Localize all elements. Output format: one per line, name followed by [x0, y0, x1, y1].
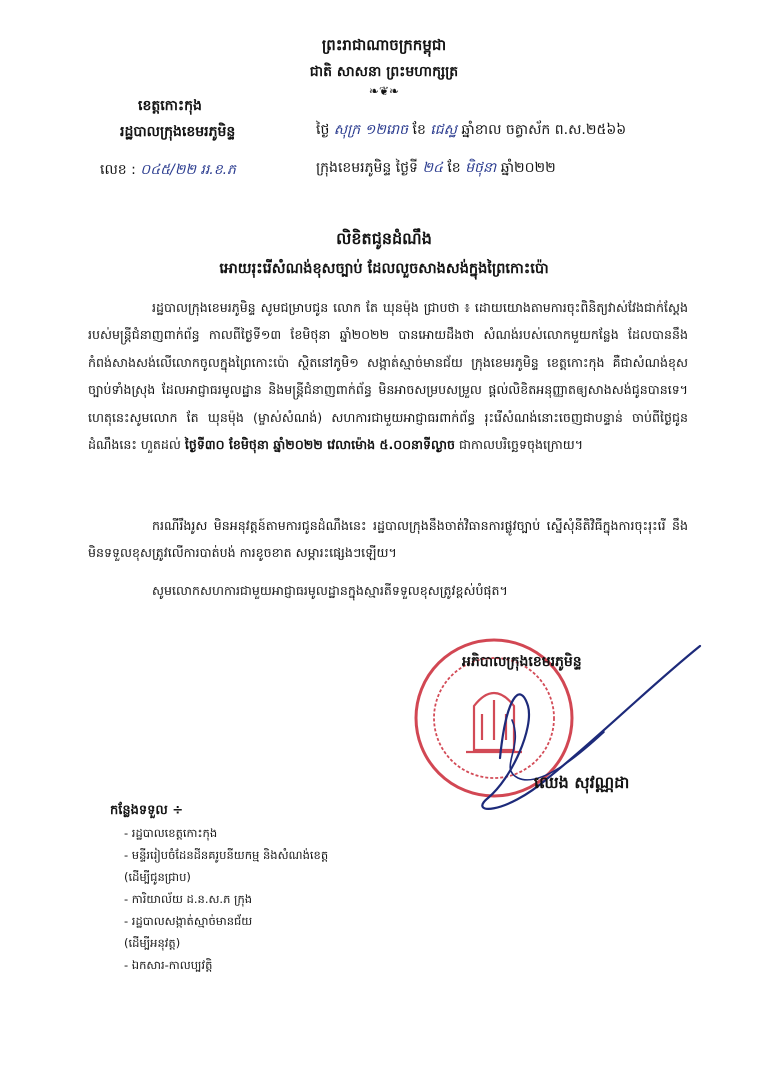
recipient-item: - ការិយាល័យ ដ.ន.ស.ភ ក្រុង — [124, 892, 253, 906]
notice-subject: អោយរុះរើសំណង់ខុសច្បាប់ ដែលលួចសាងសង់ក្នុងព្រៃកោះប៉ោ — [219, 261, 549, 277]
reference-number — [100, 160, 236, 181]
reference-label: លេខ : — [100, 162, 136, 178]
deadline-text: ថ្ងៃទី៣០ ខែមិថុនា ឆ្នាំ២០២២ វេលាម៉ោង ៥.០០នាទីល្ងាច — [184, 437, 456, 453]
signatory-title: អភិបាលក្រុងខេមរភូមិន្ទ — [462, 654, 582, 670]
recipient-note: (ដើម្បីអនុវត្ត) — [124, 936, 181, 950]
lunar-day-label: ថ្ងៃ — [316, 122, 330, 138]
recipients-heading: កន្លែងទទួល ÷ — [110, 803, 184, 818]
body-paragraph-2: ករណីរឹងរូស មិនអនុវត្តន៍តាមការជូនដំណឹងនេះ រដ្ឋបាលក្រុងនឹងចាត់វិធានការផ្លូវច្បាប់ ស្នើសុំនីតិវិធីក្នុងការចុះរុះរើ នឹងមិនទទួលខុសត្រូវលើការបាត់បង់ ការខូចខាត សម្ភារះផ្សេងៗឡើយ។ — [88, 518, 688, 561]
recipient-note: (ដើម្បីជូនជ្រាប) — [124, 870, 191, 884]
reference-value: ០៤៥/២២ ររ.ខ.ភ — [140, 162, 236, 178]
body-paragraph-3: សូមលោកសហការជាមួយអាជ្ញាធរមូលដ្ឋានក្នុងស្មារតីទទួលខុសត្រូវខ្ពស់បំផុត។ — [152, 583, 508, 598]
kingdom-heading: ព្រះរាជាណាចក្រកម្ពុជា — [321, 36, 447, 54]
lunar-day-value: សុក្រ ១២រោច — [333, 122, 409, 138]
recipients-list — [94, 822, 328, 976]
recipient-item: - មន្ទីររៀបចំដែនដីនគរូបនីយកម្ម និងសំណង់ខេត្ត — [124, 848, 329, 862]
place-label: ក្រុងខេមរភូមិន្ទ ថ្ងៃទី — [316, 160, 418, 176]
lunar-month-value: ជេស្ឋ — [430, 122, 457, 138]
lunar-date-line — [316, 120, 626, 141]
recipient-item: - រដ្ឋបាលខេត្តកោះកុង — [124, 826, 218, 840]
sender-administration: រដ្ឋបាលក្រុងខេមរភូមិន្ទ — [120, 124, 236, 140]
paragraph-1-end: ជាកាលបរិច្ឆេទចុងក្រោយ។ — [455, 437, 584, 453]
recipient-item: - រដ្ឋបាលសង្កាត់ស្មាច់មានជ័យ — [124, 914, 253, 928]
sender-province: ខេត្តកោះកុង — [138, 98, 202, 114]
recipient-item: - ឯកសារ-កាលប្បវត្តិ — [124, 958, 213, 972]
lunar-month-label: ខែ — [412, 122, 426, 138]
day-value: ២៤ — [422, 160, 443, 176]
solar-date-line — [316, 158, 556, 179]
lunar-year: ឆ្នាំខាល ចត្វាស័ក ព.ស.២៥៦៦ — [461, 122, 627, 138]
paragraph-1-text: រដ្ឋបាលក្រុងខេមរភូមិន្ទ សូមជម្រាបជូន លោក តែ ឃុនម៉ុង ជ្រាបថា ៖ ដោយយោងតាមការចុះពិនិត្យវាស់វែងជាក់ស្តែងរបស់មន្ត្រីជំនាញពាក់ព័ន្ធ កាលពីថ្ងៃទី១៣ ខែមិថុនា ឆ្នាំ២០២២ បានអោយដឹងថា សំណង់របស់លោកមួយកន្លែង ដែលបាននឹងកំពង់សាងសង់លើលោកចូលក្នុងព្រៃកោះប៉ោ ស្ថិតនៅភូមិ១ សង្កាត់ស្មាច់មានជ័យ ក្រុងខេមរភូមិន្ទ ខេត្តកោះកុង គឺជាសំណង់ខុសច្បាប់ទាំងស្រុង ដែលអាជ្ញាធរមូលដ្ឋាន និងមន្ត្រីជំនាញពាក់ព័ន្ធ មិនអាចសម្របសម្រួល ផ្តល់លិខិតអនុញ្ញាតឲ្យសាងសង់ជូនបានទេ។ ហេតុនេះសូមលោក តែ ឃុនម៉ុង (ម្ចាស់សំណង់) សហការជាមួយអាជ្ញាធរពាក់ព័ន្ធ រុះរើសំណង់នោះចេញជាបន្ទាន់ ចាប់ពីថ្ងៃជូនដំណឹងនេះ ហួតដល់ — [88, 300, 688, 453]
month-label: ខែ — [447, 160, 461, 176]
body-paragraph-1 — [88, 294, 688, 458]
signatory-name: ឈេង សុវណ្ណដា — [534, 773, 630, 792]
month-value: មិថុនា — [465, 160, 497, 176]
motto-ornament: ❧❦❧ — [368, 84, 400, 98]
notice-title: លិខិតជូនដំណឹង — [336, 229, 432, 248]
national-motto: ជាតិ សាសនា ព្រះមហាក្សត្រ — [309, 64, 459, 80]
year-label: ឆ្នាំ២០២២ — [500, 160, 556, 176]
